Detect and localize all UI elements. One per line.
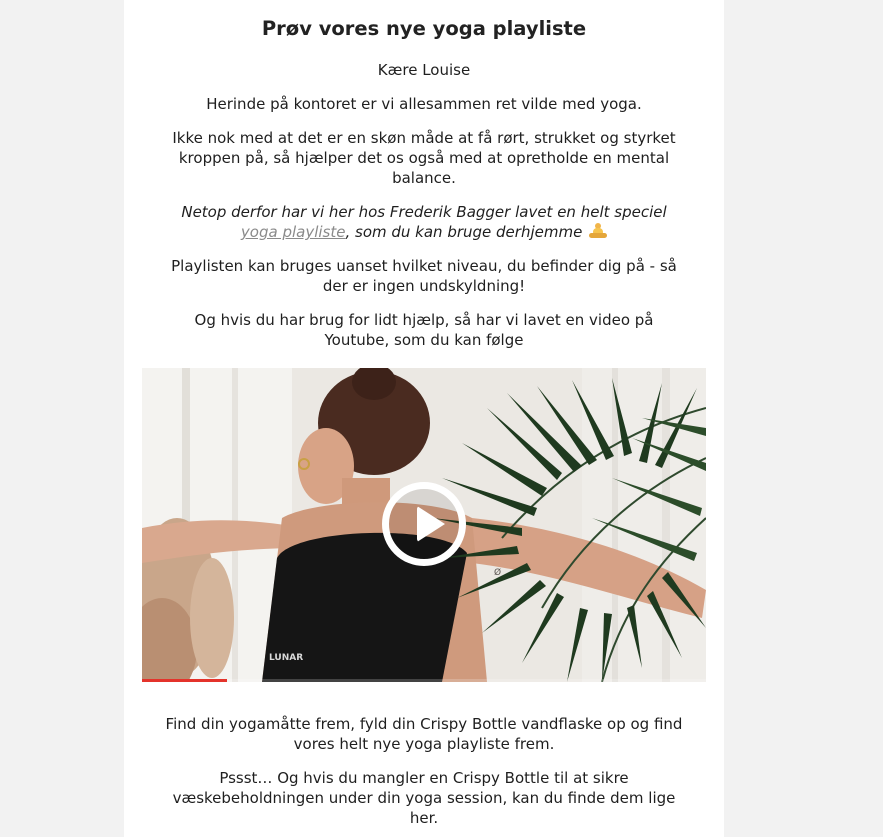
greeting: Kære Louise: [377, 61, 471, 79]
paragraph-video: Og hvis du har brug for lidt hjælp, så har vi lavet en video på Youtube, som du kan følge: [194, 311, 654, 349]
paragraph-pssst: Pssst… Og hvis du mangler en Crispy Bottle til at sikre væskebeholdningen under din yoga session, kan du finde dem lige her.: [172, 769, 676, 827]
video-progress-fill: [142, 679, 227, 682]
paragraph-bottle: Find din yogamåtte frem, fyld din Crispy Bottle vandflaske op og find vores helt nye yoga playliste frem.: [165, 715, 683, 753]
video-progress-track[interactable]: [142, 679, 706, 682]
yoga-person-icon: [589, 223, 607, 239]
yoga-playlist-link[interactable]: yoga playliste: [240, 223, 346, 241]
youtube-video-thumbnail[interactable]: [142, 368, 706, 682]
paragraph-benefits: Ikke nok med at det er en skøn måde at få rørt, strukket og styrket kroppen på, så hjælper det os også med at opretholde en mental balance.: [172, 129, 676, 187]
paragraph-level: Playlisten kan bruges uanset hvilket niveau, du befinder dig på - så der er ingen undskyldning!: [171, 257, 677, 295]
paragraph-playlist-after: , som du kan bruge derhjemme: [345, 223, 583, 241]
paragraph-playlist-before: Netop derfor har vi her hos Frederik Bagger lavet en helt speciel: [181, 203, 667, 221]
email-card: [124, 0, 724, 837]
shirt-logo-text: LUNAR: [269, 653, 304, 663]
arm-tattoo-text: Ø: [494, 568, 502, 578]
play-icon: [417, 506, 445, 542]
paragraph-playlist: [164, 202, 684, 242]
email-title: Prøv vores nye yoga playliste: [261, 17, 587, 40]
paragraph-intro: Herinde på kontoret er vi allesammen ret vilde med yoga.: [206, 95, 642, 113]
email-footer-content: [164, 714, 684, 828]
email-content: [164, 0, 684, 350]
video-play-button[interactable]: [382, 482, 466, 566]
